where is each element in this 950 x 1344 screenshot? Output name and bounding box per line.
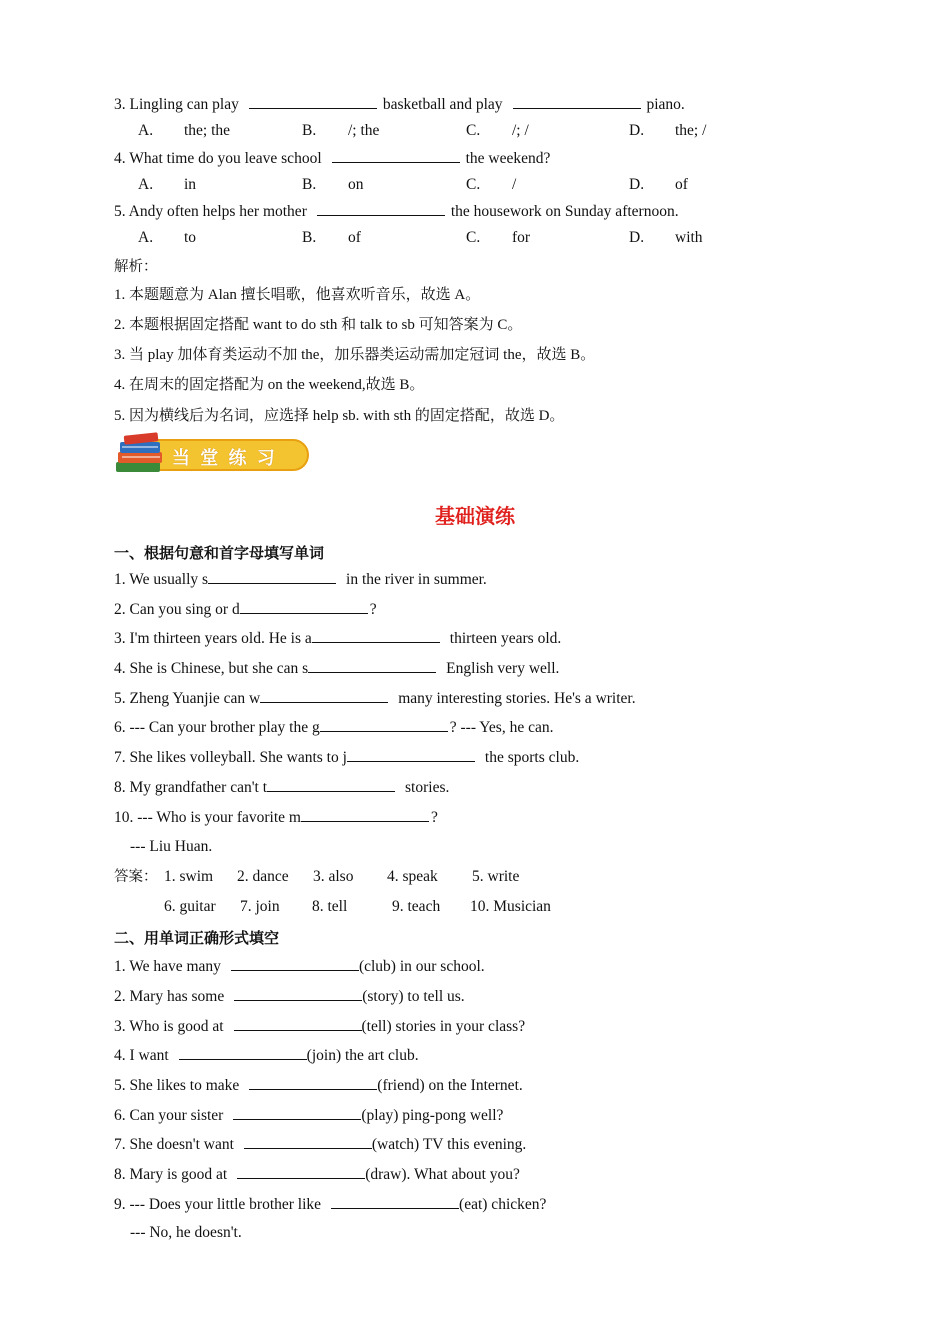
mc3-option-d: D. the; / bbox=[629, 122, 707, 139]
answers-row-1: 答案： 1. swim 2. dance 3. also 4. speak 5. write bbox=[114, 868, 520, 885]
part2-item-6: 6. Can your sister (play) ping-pong well? bbox=[114, 1107, 504, 1124]
part2-item-8: 8. Mary is good at (draw). What about you? bbox=[114, 1166, 520, 1183]
mc4-option-b: B. on bbox=[302, 176, 364, 193]
part2-item-1: 1. We have many (club) in our school. bbox=[114, 958, 485, 975]
part1-item-7: 7. She likes volleyball. She wants to j the sports club. bbox=[114, 749, 580, 766]
part2-item-2: 2. Mary has some (story) to tell us. bbox=[114, 988, 465, 1005]
part2-item-4: 4. I want (join) the art club. bbox=[114, 1047, 419, 1064]
part1-reply: --- Liu Huan. bbox=[130, 838, 213, 855]
banner-text: 当 堂 练 习 bbox=[172, 448, 277, 469]
analysis-line-3: 3. 当 play 加体育类运动不加 the，加乐器类运动需加定冠词 the，故选 B。 bbox=[114, 347, 596, 363]
part1-item-8: 8. My grandfather can't t stories. bbox=[114, 779, 450, 796]
mc-question-4: 4. What time do you leave school the weekend? bbox=[114, 150, 551, 167]
analysis-line-2: 2. 本题根据固定搭配 want to do sth 和 talk to sb 可知答案为 C。 bbox=[114, 317, 523, 333]
mc4-option-c: C. / bbox=[466, 176, 517, 193]
mc3-option-a: A. the; the bbox=[138, 122, 231, 139]
mc3-option-c: C. /; / bbox=[466, 122, 529, 139]
mc4-option-a: A. in bbox=[138, 176, 197, 193]
analysis-line-4: 4. 在周末的固定搭配为 on the weekend,故选 B。 bbox=[114, 377, 425, 393]
part1-item-3: 3. I'm thirteen years old. He is a thirteen years old. bbox=[114, 630, 562, 647]
part1-heading: 一、根据句意和首字母填写单词 bbox=[114, 544, 325, 562]
analysis-line-1: 1. 本题题意为 Alan 擅长唱歌，他喜欢听音乐，故选 A。 bbox=[114, 287, 481, 303]
mc5-option-d: D. with bbox=[629, 229, 703, 246]
practice-banner bbox=[114, 432, 310, 480]
mc3-option-b: B. /; the bbox=[302, 122, 380, 139]
part2-item-5: 5. She likes to make (friend) on the Internet. bbox=[114, 1077, 523, 1094]
part1-item-1: 1. We usually s in the river in summer. bbox=[114, 571, 487, 588]
mc5-option-c: C. for bbox=[466, 229, 531, 246]
mc-question-3: 3. Lingling can play basketball and play piano. bbox=[114, 96, 685, 113]
part2-item-3: 3. Who is good at (tell) stories in your class? bbox=[114, 1018, 526, 1035]
part1-item-2: 2. Can you sing or d ? bbox=[114, 601, 377, 618]
answer-label: 答案： bbox=[114, 869, 158, 885]
part1-item-6: 6. --- Can your brother play the g ? --- Yes, he can. bbox=[114, 719, 554, 736]
section-title: 基础演练 bbox=[435, 504, 515, 528]
part2-item-7: 7. She doesn't want (watch) TV this evening. bbox=[114, 1136, 527, 1153]
part2-item-9: 9. --- Does your little brother like (eat) chicken? bbox=[114, 1196, 547, 1213]
part2-heading: 二、用单词正确形式填空 bbox=[114, 929, 280, 947]
mc5-option-b: B. of bbox=[302, 229, 361, 246]
part1-item-4: 4. She is Chinese, but she can s English very well. bbox=[114, 660, 560, 677]
mc-question-5: 5. Andy often helps her mother the housework on Sunday afternoon. bbox=[114, 203, 679, 220]
analysis-line-5: 5. 因为横线后为名词，应选择 help sb. with sth 的固定搭配，故选 D。 bbox=[114, 408, 565, 424]
part1-item-5: 5. Zheng Yuanjie can w many interesting stories. He's a writer. bbox=[114, 690, 636, 707]
mc4-option-d: D. of bbox=[629, 176, 688, 193]
part1-item-10: 10. --- Who is your favorite m ? bbox=[114, 809, 438, 826]
answers-row-2: 6. guitar 7. join 8. tell 9. teach 10. Musician bbox=[164, 898, 551, 915]
part2-reply: --- No, he doesn't. bbox=[130, 1224, 242, 1241]
analysis-label: 解析： bbox=[114, 259, 158, 275]
mc5-option-a: A. to bbox=[138, 229, 197, 246]
